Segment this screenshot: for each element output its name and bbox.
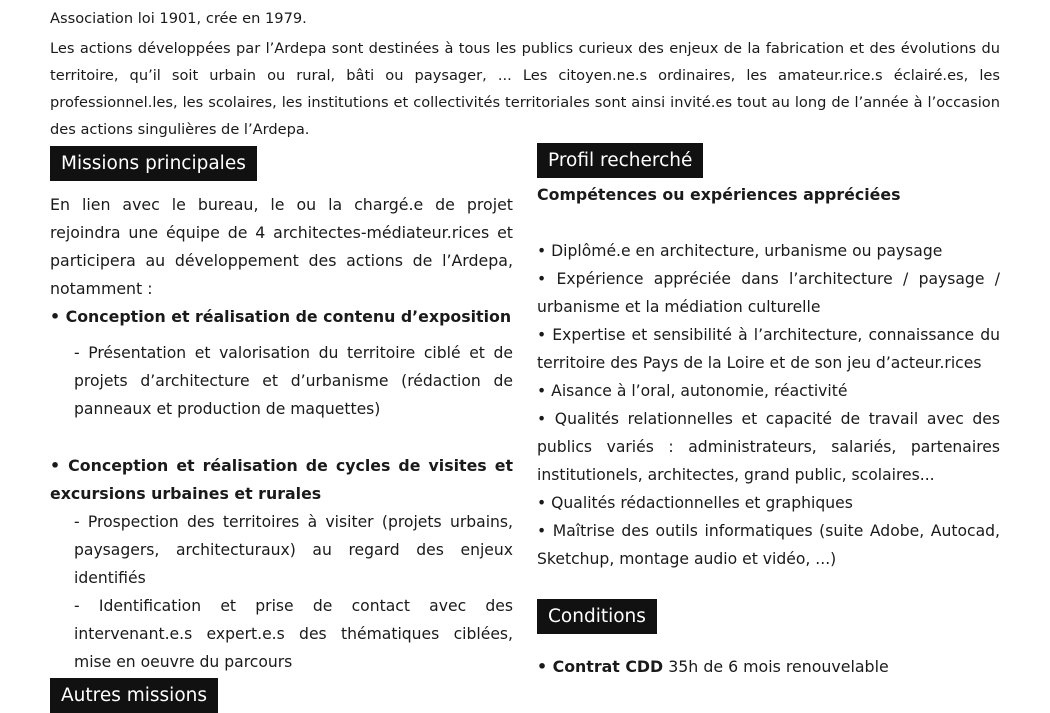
conditions-header: Conditions	[537, 599, 657, 634]
intro-paragraph: Les actions développées par l’Ardepa sont destinées à tous les publics curieux des enjeux de la fabrication et des évolutions du territoire, qu’il soit urbain ou rural, bâti ou paysager, ... Les citoyen.ne.s ordinaires, les amateur.rice.s éclairé.es, les professionnel.les, les scolaires, les institutions et collectivités territoriales sont ainsi invité.es tout au long de l’année à l’occasion des actions singulières de l’Ardepa.	[50, 40, 1000, 138]
mission-item-1-sub: - Présentation et valorisation du territoire ciblé et de projets d’architecture et d’urbanisme (rédaction de panneaux et production de maquettes)	[74, 344, 513, 418]
missions-header: Missions principales	[50, 146, 257, 181]
list-item: • Expérience appréciée dans l’architecture / paysage / urbanisme et la médiation culturelle	[537, 270, 1000, 316]
list-item: • Qualités rédactionnelles et graphiques	[537, 494, 853, 512]
mission-item-2-sub: - Prospection des territoires à visiter (projets urbains, paysagers, architecturaux) au regard des enjeux identifiés - Identification et prise de contact avec des intervenant.e.s expert.e.s des thématiques ciblées, mise en oeuvre du parcours	[74, 513, 513, 671]
mission-item-2-title: • Conception et réalisation de cycles de visites et excursions urbaines et rurales	[50, 456, 513, 503]
list-item: • Aisance à l’oral, autonomie, réactivité	[537, 382, 848, 400]
contrat-value: 35h de 6 mois renouvelable	[663, 657, 889, 676]
profil-header: Profil recherché	[537, 143, 703, 178]
conditions-contrat	[537, 653, 1000, 681]
list-item: • Diplômé.e en architecture, urbanisme ou paysage	[537, 242, 943, 260]
list-item: • Maîtrise des outils informatiques (suite Adobe, Autocad, Sketchup, montage audio et vidéo, ...)	[537, 522, 1000, 568]
profil-subtitle: Compétences ou expériences appréciées	[537, 185, 901, 204]
intro-line: Association loi 1901, crée en 1979.	[50, 10, 307, 27]
contrat-label: • Contrat CDD	[537, 657, 664, 676]
mission-item-1-title: • Conception et réalisation de contenu d’exposition	[50, 307, 512, 326]
autres-header: Autres missions	[50, 678, 218, 713]
list-item: • Expertise et sensibilité à l’architecture, connaissance du territoire des Pays de la Loire et de son jeu d’acteur.rices	[537, 326, 1000, 372]
intro-paragraph-block	[50, 35, 1000, 143]
profil-list	[537, 237, 1000, 573]
list-item: • Qualités relationnelles et capacité de travail avec des publics variés : administrateurs, salariés, partenaires institutionels, architectes, grand public, scolaires...	[537, 410, 1000, 484]
intro-section	[50, 5, 1000, 32]
missions-intro: En lien avec le bureau, le ou la chargé.e de projet rejoindra une équipe de 4 architectes-médiateur.rices et participera au développement des actions de l’Ardepa, notamment :	[50, 195, 513, 298]
